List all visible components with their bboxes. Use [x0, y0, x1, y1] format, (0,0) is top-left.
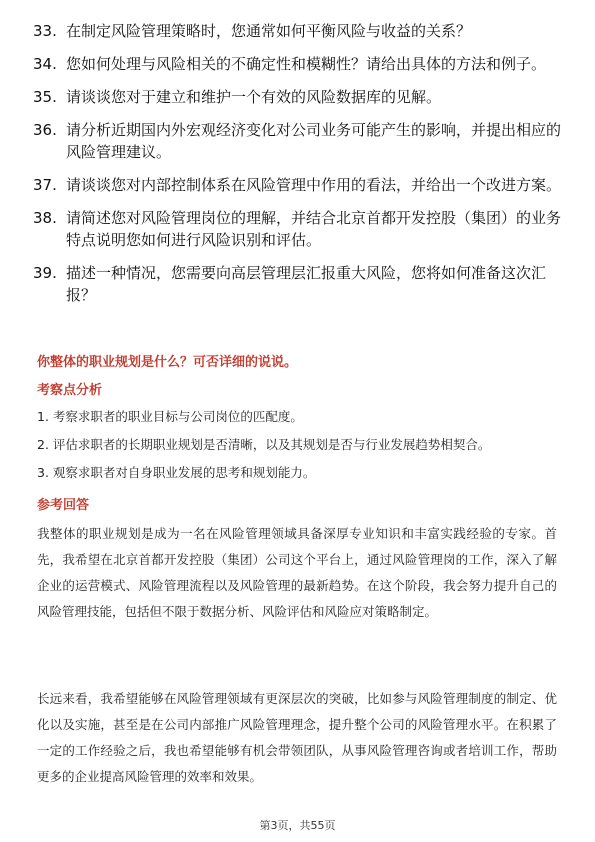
- question-text: 描述一种情况，您需要向高层管理层汇报重大风险，您将如何准备这次汇报？: [66, 264, 547, 304]
- question-text: 您如何处理与风险相关的不确定性和模糊性？请给出具体的方法和例子。: [66, 55, 547, 73]
- question-text: 请谈谈您对内部控制体系在风险管理中作用的看法，并给出一个改进方案。: [66, 176, 562, 194]
- question-text: 在制定风险管理策略时，您通常如何平衡风险与收益的关系？: [66, 22, 472, 40]
- question-number: 36.: [33, 121, 57, 139]
- question-text: 请谈谈您对于建立和维护一个有效的风险数据库的见解。: [66, 88, 442, 106]
- analysis-point: 2. 评估求职者的长期职业规划是否清晰，以及其规划是否与行业发展趋势相契合。: [37, 437, 491, 452]
- answer-paragraph: 长远来看，我希望能够在风险管理领域有更深层次的突破，比如参与风险管理制度的制定、优化以及实施，甚至是在公司内部推广风险管理理念，提升整个公司的风险管理水平。在积累了一定的工作经验之后，我也希望能够有机会带领团队，从事风险管理咨询或者培训工作，帮助更多的企业提高风险管理的效率和效果。: [37, 691, 557, 784]
- page-footer: 第3页，共55页: [259, 819, 336, 832]
- question-number: 38.: [33, 209, 57, 227]
- question-item: [33, 119, 563, 163]
- question-item: [33, 53, 563, 75]
- question-text: 请简述您对风险管理岗位的理解，并结合北京首都开发控股（集团）的业务特点说明您如何进行风险识别和评估。: [66, 209, 562, 249]
- question-list: [33, 20, 563, 317]
- answer-paragraph: 我整体的职业规划是成为一名在风险管理领域具备深厚专业知识和丰富实践经验的专家。首先，我希望在北京首都开发控股（集团）公司这个平台上，通过风险管理岗的工作，深入了解企业的运营模式、风险管理流程以及风险管理的最新趋势。在这个阶段，我会努力提升自己的风险管理技能，包括但不限于数据分析、风险评估和风险应对策略制定。: [37, 526, 557, 619]
- question-item: [33, 174, 563, 196]
- question-item: [33, 262, 563, 306]
- section-question: 你整体的职业规划是什么？可否详细的说说。: [37, 355, 298, 370]
- question-item: [33, 86, 563, 108]
- question-number: 39.: [33, 264, 57, 282]
- question-item: [33, 207, 563, 251]
- question-text: 请分析近期国内外宏观经济变化对公司业务可能产生的影响，并提出相应的风险管理建议。: [66, 121, 562, 161]
- question-number: 34.: [33, 55, 57, 73]
- analysis-points: [37, 408, 557, 492]
- analysis-point: 1. 考察求职者的职业目标与公司岗位的匹配度。: [37, 409, 303, 424]
- question-item: [33, 20, 563, 42]
- analysis-point: 3. 观察求职者对自身职业发展的思考和规划能力。: [37, 465, 316, 480]
- analysis-heading: 考察点分析: [37, 383, 103, 398]
- question-number: 37.: [33, 176, 57, 194]
- question-number: 33.: [33, 22, 57, 40]
- answer-heading: 参考回答: [37, 498, 90, 513]
- question-number: 35.: [33, 88, 57, 106]
